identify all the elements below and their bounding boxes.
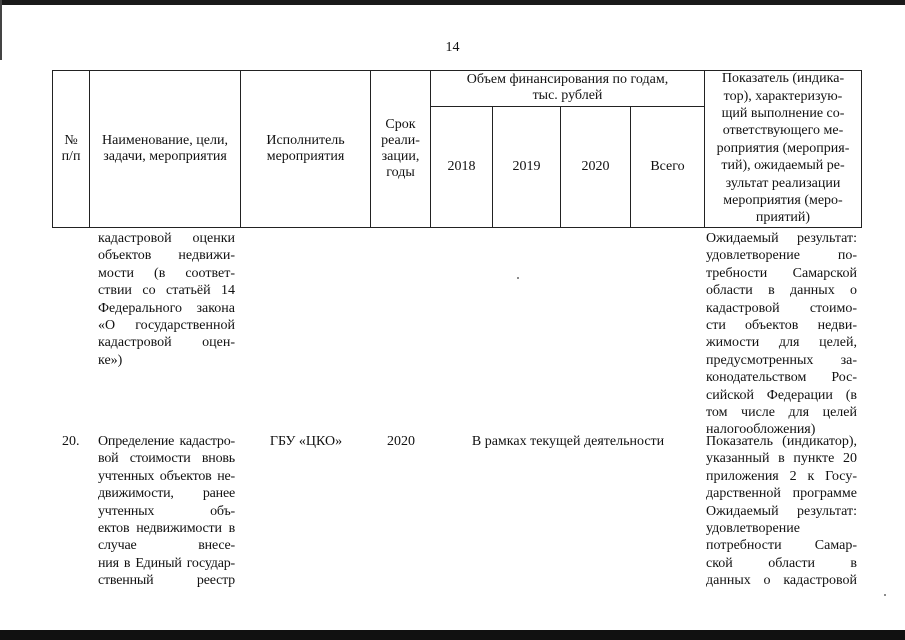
header-bottom-border (52, 227, 862, 228)
row-number: 20. (62, 434, 80, 449)
page-number: 14 (445, 40, 460, 55)
scan-edge-bottom (0, 630, 905, 640)
text-line: жимости для целей, (706, 335, 857, 351)
row20-name (98, 433, 235, 590)
text-line: требности Самарской (706, 265, 857, 281)
header-term: Срок реали- зации, годы (381, 116, 420, 180)
row20-executor: ГБУ «ЦКО» (269, 434, 343, 449)
continuation-indicator (706, 230, 857, 439)
text-line: данных о кадастровой (706, 573, 857, 589)
col-line (861, 70, 862, 228)
text-line: ке») (98, 352, 123, 368)
text-line: кадастровой оценки (98, 231, 235, 246)
text-line: налогообложения) (706, 422, 816, 438)
text-line: ектов недвижимости в (98, 521, 235, 537)
text-line: области в данных о (706, 283, 857, 299)
text-line: Ожидаемый результат: (706, 503, 857, 519)
header-name: Наименование, цели, задачи, мероприятия (102, 132, 228, 164)
text-line: ской области в (706, 555, 857, 571)
header-funding: Объем финансирования по годам, тыс. рублей (466, 72, 669, 103)
text-line: том числе для целей (706, 405, 857, 421)
text-line: удовлетворение по- (706, 248, 857, 264)
text-line: кадастровой стоимо- (706, 300, 857, 316)
text-line: Показатель (индикатор), (706, 434, 857, 449)
text-line: удовлетворение (706, 521, 800, 537)
continuation-name (98, 230, 235, 369)
header-year-2020: 2020 (581, 159, 610, 174)
row20-term: 2020 (387, 434, 415, 449)
text-line: учтенных объектов не- (98, 468, 235, 484)
text-line: конодательством Рос- (706, 370, 857, 386)
text-line: ния в Единый государ- (98, 555, 235, 571)
scan-edge-top (0, 0, 905, 5)
header-num: № п/п (61, 132, 81, 164)
text-line: сти объектов недви- (706, 318, 857, 334)
header-year-2019: 2019 (512, 159, 541, 174)
text-line: учтенных объ- (98, 503, 235, 519)
text-line: потребности Самар- (706, 538, 857, 554)
text-line: дарственной программе (706, 486, 857, 502)
header-executor: Исполнитель мероприятия (266, 132, 345, 164)
text-line: кадастровой оцен- (98, 335, 235, 351)
text-line: Ожидаемый результат: (706, 231, 857, 246)
text-line: ствии со статьёй 14 (98, 283, 235, 299)
scan-speck (884, 594, 886, 596)
text-line: приложения 2 к Госу- (706, 468, 857, 484)
text-line: предусмотренных за- (706, 352, 857, 368)
row20-indicator (706, 433, 857, 590)
text-line: Определение кадастро- (98, 434, 235, 449)
text-line: сийской Федерации (в (706, 387, 857, 403)
text-line: Федерального закона (98, 300, 235, 316)
text-line: движимости, ранее (98, 486, 235, 502)
text-line: объектов недвижи- (98, 248, 235, 264)
header-year-2018: 2018 (447, 159, 476, 174)
text-line: «О государственной (98, 318, 235, 334)
text-line: вой стоимости вновь (98, 451, 235, 467)
text-line: случае внесе- (98, 538, 235, 554)
row20-funding: В рамках текущей деятельности (471, 434, 665, 449)
text-line: указанный в пункте 20 (706, 451, 857, 467)
header-indicator: Показатель (индика- тор), характеризую- щий выполнение со- ответствующего ме- роприятия (мероприя- тий), ожидаемый ре- зультат реализации мероприятия (меро- приятий) (716, 71, 850, 226)
text-line: мости (в соответ- (98, 265, 235, 281)
header-total: Всего (650, 159, 685, 174)
scan-speck (517, 277, 519, 279)
table-header (52, 70, 862, 228)
text-line: ственный реестр (98, 573, 235, 589)
